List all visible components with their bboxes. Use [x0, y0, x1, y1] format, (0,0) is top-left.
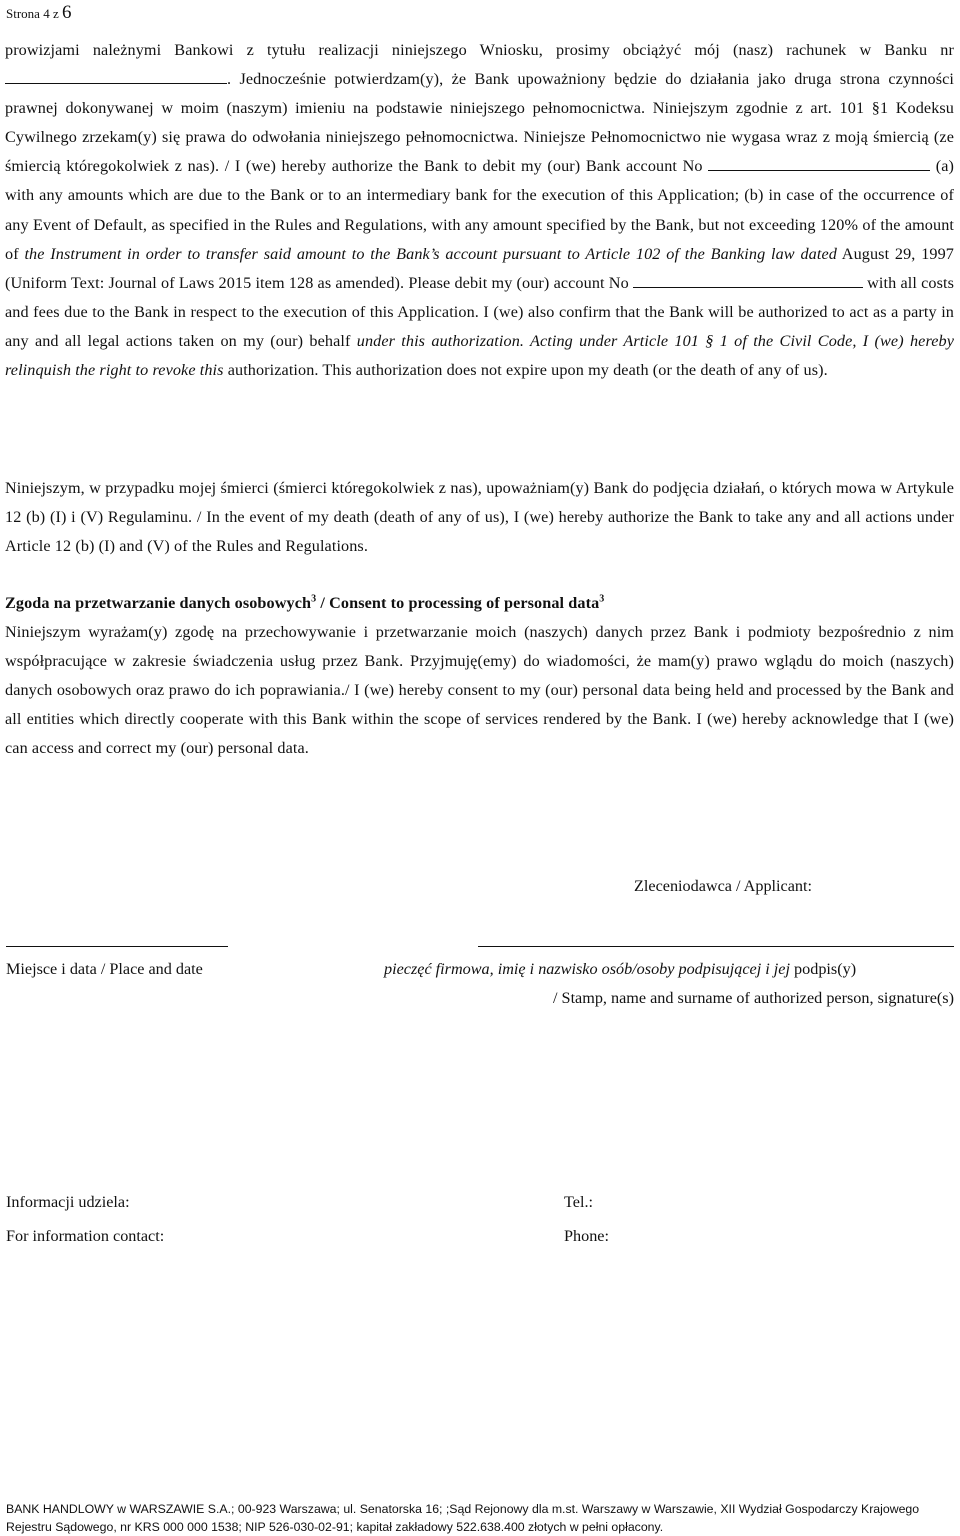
auth-text-6: with all costs and fees due to the Bank in respect to the execution of this Application. I (we) also confirm that the Bank will be authorized to act as a party in any and all legal actions taken on my (our) behalf — [5, 273, 954, 350]
applicant-label: Zleceniodawca / Applicant: — [634, 877, 812, 895]
account-number-field-2[interactable] — [708, 158, 930, 171]
page-number-label: Strona 4 z — [6, 6, 62, 21]
auth-text-2: . Jednocześnie potwierdzam(y), że Bank upoważniony będzie do działania jako druga strona czynności prawnej dokonywanej w moim (naszym) imieniu na podstawie niniejszego pełnomocnictwa. Niniejszym zgodnie z art. 101 §1 Kodeksu Cywilnego zrzekam(y) się prawa do odwołania niniejszego pełnomocnictwa. Niniejsze Pełnomocnictwo nie wygasa wraz z moją śmiercią (ze śmiercią któregokolwiek z nas). / I (we) hereby authorize the Bank to debit my (our) Bank account No — [5, 70, 954, 176]
footer — [6, 1500, 919, 1536]
account-number-field-3[interactable] — [633, 275, 863, 288]
stamp-label-tail: podpis(y) — [790, 960, 857, 978]
death-authorization-paragraph — [5, 474, 954, 561]
stamp-label-en: / Stamp, name and surname of authorized person, signature(s) — [553, 989, 954, 1007]
consent-heading — [5, 589, 954, 618]
auth-text-5: August 29, 1997 (Uniform Text: Journal of Laws 2015 item 128 as amended). Please debit my (our) account No — [5, 244, 954, 292]
page-number — [6, 2, 71, 24]
authorization-paragraph — [5, 36, 954, 385]
place-date-label: Miejsce i data / Place and date — [6, 960, 203, 978]
auth-text-4: the Instrument in order to transfer said amount to the Bank’s account pursuant to Article 102 of the Banking law dated — [24, 244, 837, 263]
death-authorization-text: Niniejszym, w przypadku mojej śmierci (śmierci któregokolwiek z nas), upoważniam(y) Bank do podjęcia działań, o których mowa w Artykule 12 (b) (I) i (V) Regulaminu. / In the event of my death (death of any of us), I (we) hereby authorize the Bank to take any and all actions under Article 12 (b) (I) and (V) of the Rules and Regulations. — [5, 479, 954, 556]
auth-text-3: (a) with any amounts which are due to the Bank or to an intermediary bank for the execution of this Application; (b) in case of the occurrence of any Event of Default, as specified in the Rules and Regulations, with any amount specified by the Bank, but not exceeding 120% of the amount of — [5, 157, 955, 263]
consent-heading-en: Consent to processing of personal data — [329, 594, 600, 612]
footnote-marker: 3 — [599, 593, 605, 605]
auth-text-8: authorization. This authorization does not expire upon my death (or the death of any of us). — [227, 361, 828, 380]
stamp-label — [384, 960, 856, 979]
footer-line-1: BANK HANDLOWY w WARSZAWIE S.A.; 00-923 Warszawa; ul. Senatorska 16; ;Sąd Rejonowy dla m.st. Warszawy w Warszawie, XII Wydział Gospodarczy Krajowego — [6, 1502, 920, 1516]
consent-heading-pl: Zgoda na przetwarzanie danych osobowych — [5, 594, 312, 612]
auth-text-7: under this authorization. Acting under Article 101 § 1 of the Civil Code, I (we) hereby relinquish the right to revoke this — [5, 331, 955, 380]
page-total: 6 — [61, 2, 72, 23]
account-number-field-1[interactable] — [5, 71, 227, 84]
contact-tel: Tel.: — [564, 1193, 593, 1211]
contact-info-en: For information contact: — [6, 1227, 165, 1245]
contact-info-pl: Informacji udziela: — [6, 1193, 130, 1211]
auth-text-1: prowizjami należnymi Bankowi z tytułu realizacji niniejszego Wniosku, prosimy obciążyć mój (nasz) rachunek w Banku nr — [5, 41, 954, 59]
consent-text: Niniejszym wyrażam(y) zgodę na przechowywanie i przetwarzanie moich (naszych) danych przez Bank i podmioty bezpośrednio z nim współpracujące w zakresie świadczenia usług przez Bank. Przyjmuję(emy) do wiadomości, że mam(y) prawo wglądu do moich (naszych) danych osobowych oraz prawo do ich poprawiania./ I (we) hereby consent to my (our) personal data being held and processed by the Bank and all entities which directly cooperate with this Bank within the scope of services rendered by the Bank. I (we) hereby acknowledge that I (we) can access and correct my (our) personal data. — [5, 623, 954, 758]
consent-section — [5, 589, 954, 764]
signature-line[interactable] — [478, 946, 954, 947]
place-date-line[interactable] — [6, 946, 228, 947]
consent-heading-sep: / — [316, 594, 330, 612]
footer-line-2: Rejestru Sądowego, nr KRS 000 000 1538; NIP 526-030-02-91; kapitał zakładowy 522.638.400 złotych w pełni opłacony. — [6, 1520, 664, 1534]
stamp-label-pl: pieczęć firmowa, imię i nazwisko osób/osoby podpisującej i jej — [384, 960, 790, 978]
footnote-marker: 3 — [311, 593, 317, 605]
contact-phone: Phone: — [564, 1227, 609, 1245]
